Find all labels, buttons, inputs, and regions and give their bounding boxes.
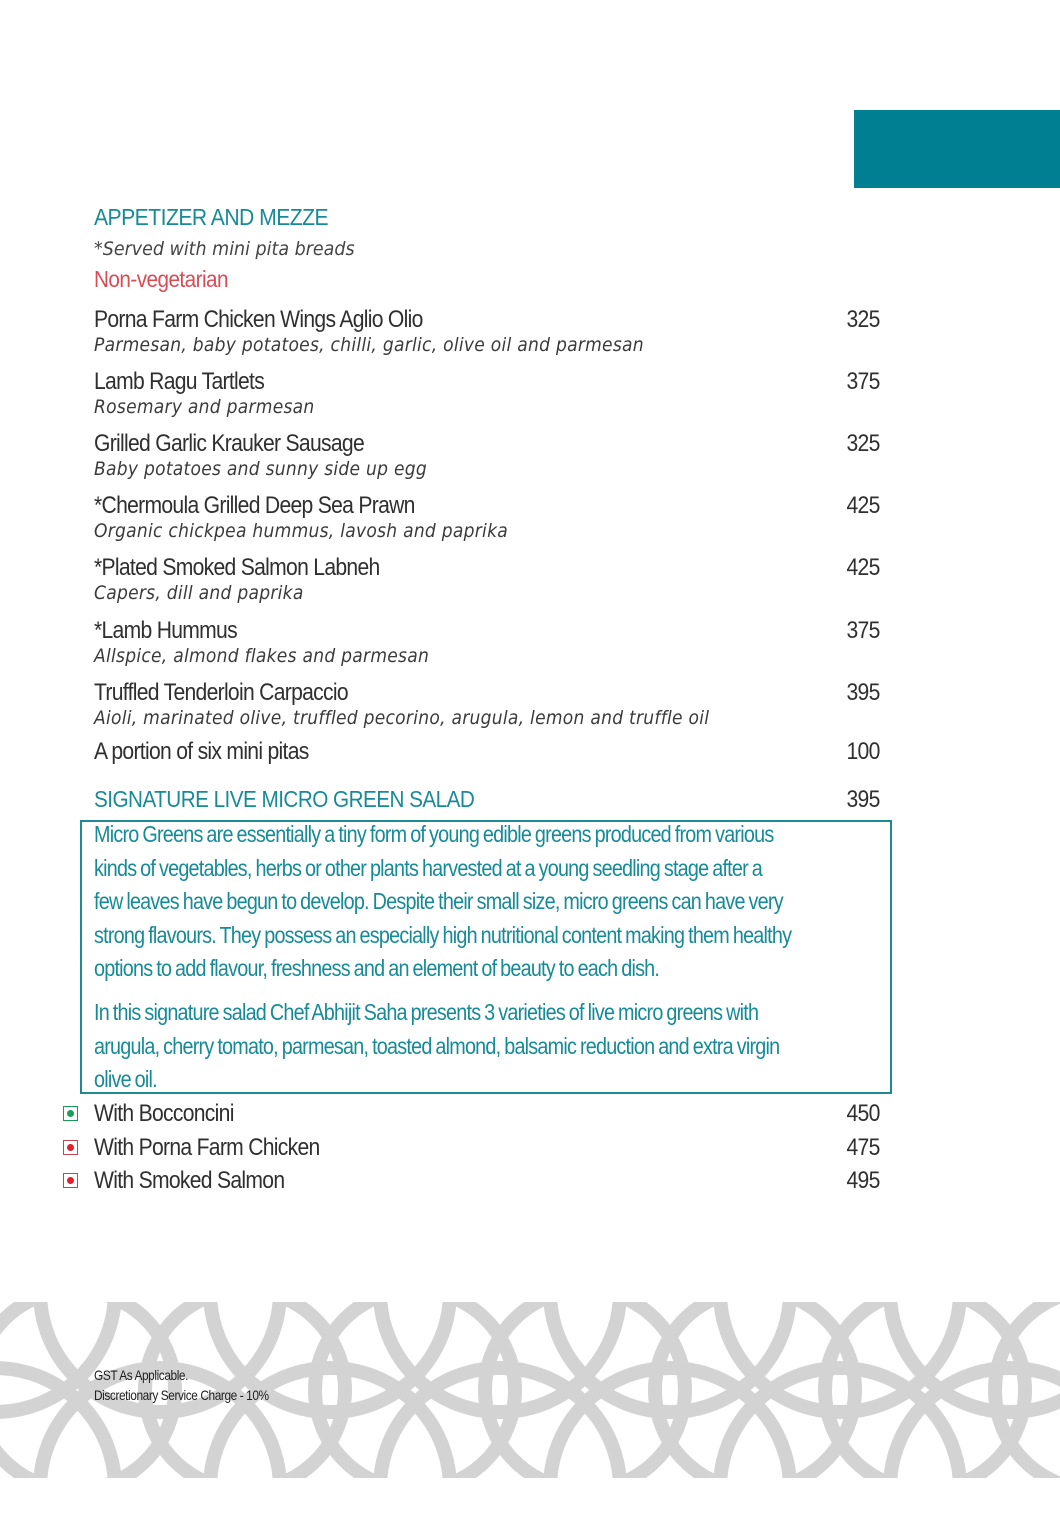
item-description: Baby potatoes and sunny side up egg xyxy=(94,458,428,480)
text-line: strong flavours. They possess an especially high nutritional content making them healthy xyxy=(94,921,792,948)
text-line: options to add flavour, freshness and an element of beauty to each dish. xyxy=(94,955,660,982)
item-price: 375 xyxy=(846,617,880,644)
item-name: *Chermoula Grilled Deep Sea Prawn xyxy=(94,492,415,519)
menu-item xyxy=(94,306,880,356)
item-price: 425 xyxy=(846,492,880,519)
category-label: Non-vegetarian xyxy=(94,266,228,292)
item-description: Organic chickpea hummus, lavosh and paprika xyxy=(94,520,509,542)
item-name: Porna Farm Chicken Wings Aglio Olio xyxy=(94,306,423,333)
signature-title: SIGNATURE LIVE MICRO GREEN SALAD xyxy=(94,786,475,812)
menu-item xyxy=(94,679,880,729)
item-description: Rosemary and parmesan xyxy=(94,396,315,418)
signature-price: 395 xyxy=(846,786,880,813)
variant-name: With Smoked Salmon xyxy=(94,1167,285,1194)
item-price: 325 xyxy=(846,430,880,457)
signature-description-para-2 xyxy=(94,996,894,1097)
item-description: Aioli, marinated olive, truffled pecorino, arugula, lemon and truffle oil xyxy=(94,707,710,729)
menu-item xyxy=(94,554,880,604)
menu-item xyxy=(94,738,880,766)
variant-item xyxy=(94,1134,880,1162)
service-charge-note: Discretionary Service Charge - 10% xyxy=(94,1387,269,1403)
text-line: arugula, cherry tomato, parmesan, toasted almond, balsamic reduction and extra virgin xyxy=(94,1032,780,1059)
text-line: Micro Greens are essentially a tiny form of young edible greens produced from various xyxy=(94,821,774,847)
item-name: Truffled Tenderloin Carpaccio xyxy=(94,679,348,706)
text-line: few leaves have begun to develop. Despite their small size, micro greens can have very xyxy=(94,888,783,915)
menu-item xyxy=(94,368,880,418)
menu-item xyxy=(94,617,880,667)
item-name: *Lamb Hummus xyxy=(94,617,237,644)
text-line: In this signature salad Chef Abhijit Saha presents 3 varieties of live micro greens with xyxy=(94,999,759,1025)
item-price: 325 xyxy=(846,306,880,333)
signature-description-para-1 xyxy=(94,818,894,986)
menu-item xyxy=(94,492,880,542)
item-name: *Plated Smoked Salmon Labneh xyxy=(94,554,380,581)
item-name: Grilled Garlic Krauker Sausage xyxy=(94,430,364,457)
menu-item xyxy=(94,430,880,480)
item-name: A portion of six mini pitas xyxy=(94,738,309,765)
tax-note: GST As Applicable. xyxy=(94,1367,189,1383)
nonveg-indicator-icon xyxy=(63,1173,78,1188)
text-line: kinds of vegetables, herbs or other plants harvested at a young seedling stage after a xyxy=(94,854,763,881)
page-tab-marker xyxy=(854,110,1060,188)
item-price: 100 xyxy=(846,738,880,765)
footer-note xyxy=(94,1365,300,1405)
item-price: 375 xyxy=(846,368,880,395)
item-description: Allspice, almond flakes and parmesan xyxy=(94,645,430,667)
variant-name: With Bocconcini xyxy=(94,1100,234,1127)
veg-indicator-icon xyxy=(63,1106,78,1121)
section-title: APPETIZER AND MEZZE xyxy=(94,204,329,230)
variant-price: 495 xyxy=(846,1167,880,1194)
nonveg-indicator-icon xyxy=(63,1140,78,1155)
variant-item xyxy=(94,1100,880,1128)
variant-price: 475 xyxy=(846,1134,880,1161)
text-line: olive oil. xyxy=(94,1066,157,1093)
item-price: 425 xyxy=(846,554,880,581)
section-note: *Served with mini pita breads xyxy=(94,238,355,260)
item-name: Lamb Ragu Tartlets xyxy=(94,368,265,395)
item-description: Parmesan, baby potatoes, chilli, garlic, olive oil and parmesan xyxy=(94,334,644,356)
item-description: Capers, dill and paprika xyxy=(94,582,304,604)
item-price: 395 xyxy=(846,679,880,706)
variant-item xyxy=(94,1167,880,1195)
variant-price: 450 xyxy=(846,1100,880,1127)
variant-name: With Porna Farm Chicken xyxy=(94,1134,320,1161)
